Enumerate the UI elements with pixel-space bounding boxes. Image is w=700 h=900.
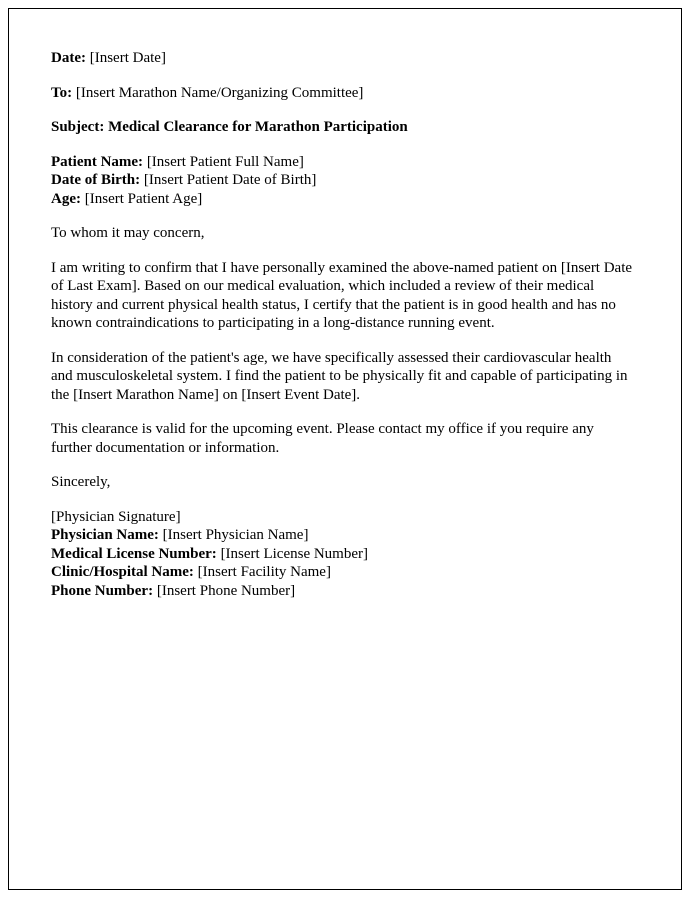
signature-block — [51, 508, 636, 601]
license-number-label: Medical License Number: — [51, 545, 217, 562]
subject-line — [51, 118, 636, 137]
patient-age-value: [Insert Patient Age] — [81, 190, 203, 207]
patient-name-line — [51, 153, 636, 172]
closing: Sincerely, — [51, 474, 111, 490]
patient-age-label: Age: — [51, 190, 81, 207]
subject-text: Subject: Medical Clearance for Marathon Participation — [51, 119, 408, 135]
physician-name-line — [51, 526, 636, 545]
physician-name-label: Physician Name: — [51, 527, 159, 543]
body-paragraph-3: This clearance is valid for the upcoming event. Please contact my office if you require any further documentation or information. — [51, 421, 594, 456]
date-value: [Insert Date] — [85, 50, 166, 66]
phone-number-line — [51, 582, 636, 601]
date-label: Date: — [51, 50, 86, 66]
patient-dob-label: Date of Birth: — [51, 172, 141, 188]
to-line — [51, 84, 636, 103]
salutation: To whom it may concern, — [51, 225, 205, 241]
date-line — [51, 49, 636, 68]
to-label: To: — [51, 84, 73, 101]
body-paragraph-1: I am writing to confirm that I have personally examined the above-named patient on [Insert Date of Last Exam]. Based on our medical evaluation, which included a review of their medical history and current physical health status, I certify that the patient is in good health and has no known contraindications to participating in a long-distance running event. — [51, 259, 633, 331]
letter-page — [8, 8, 682, 890]
license-number-line — [51, 545, 636, 564]
patient-dob-line — [51, 171, 636, 190]
patient-name-label: Patient Name: — [51, 153, 144, 170]
patient-name-value: [Insert Patient Full Name] — [143, 153, 304, 170]
body-paragraph-2: In consideration of the patient's age, we have specifically assessed their cardiovascular health and musculoskeletal system. I find the patient to be physically fit and capable of participating in the [Insert Marathon Name] on [Insert Event Date]. — [51, 349, 628, 403]
clinic-name-value: [Insert Facility Name] — [193, 564, 331, 580]
clinic-name-label: Clinic/Hospital Name: — [51, 564, 194, 580]
to-value: [Insert Marathon Name/Organizing Committee] — [72, 84, 364, 101]
patient-dob-value: [Insert Patient Date of Birth] — [140, 172, 317, 188]
patient-age-line — [51, 190, 636, 209]
clinic-name-line — [51, 563, 636, 582]
phone-number-label: Phone Number: — [51, 582, 154, 599]
physician-name-value: [Insert Physician Name] — [158, 527, 309, 543]
license-number-value: [Insert License Number] — [216, 545, 368, 562]
patient-info-block — [51, 153, 636, 209]
physician-signature-placeholder: [Physician Signature] — [51, 508, 181, 525]
phone-number-value: [Insert Phone Number] — [153, 582, 296, 599]
